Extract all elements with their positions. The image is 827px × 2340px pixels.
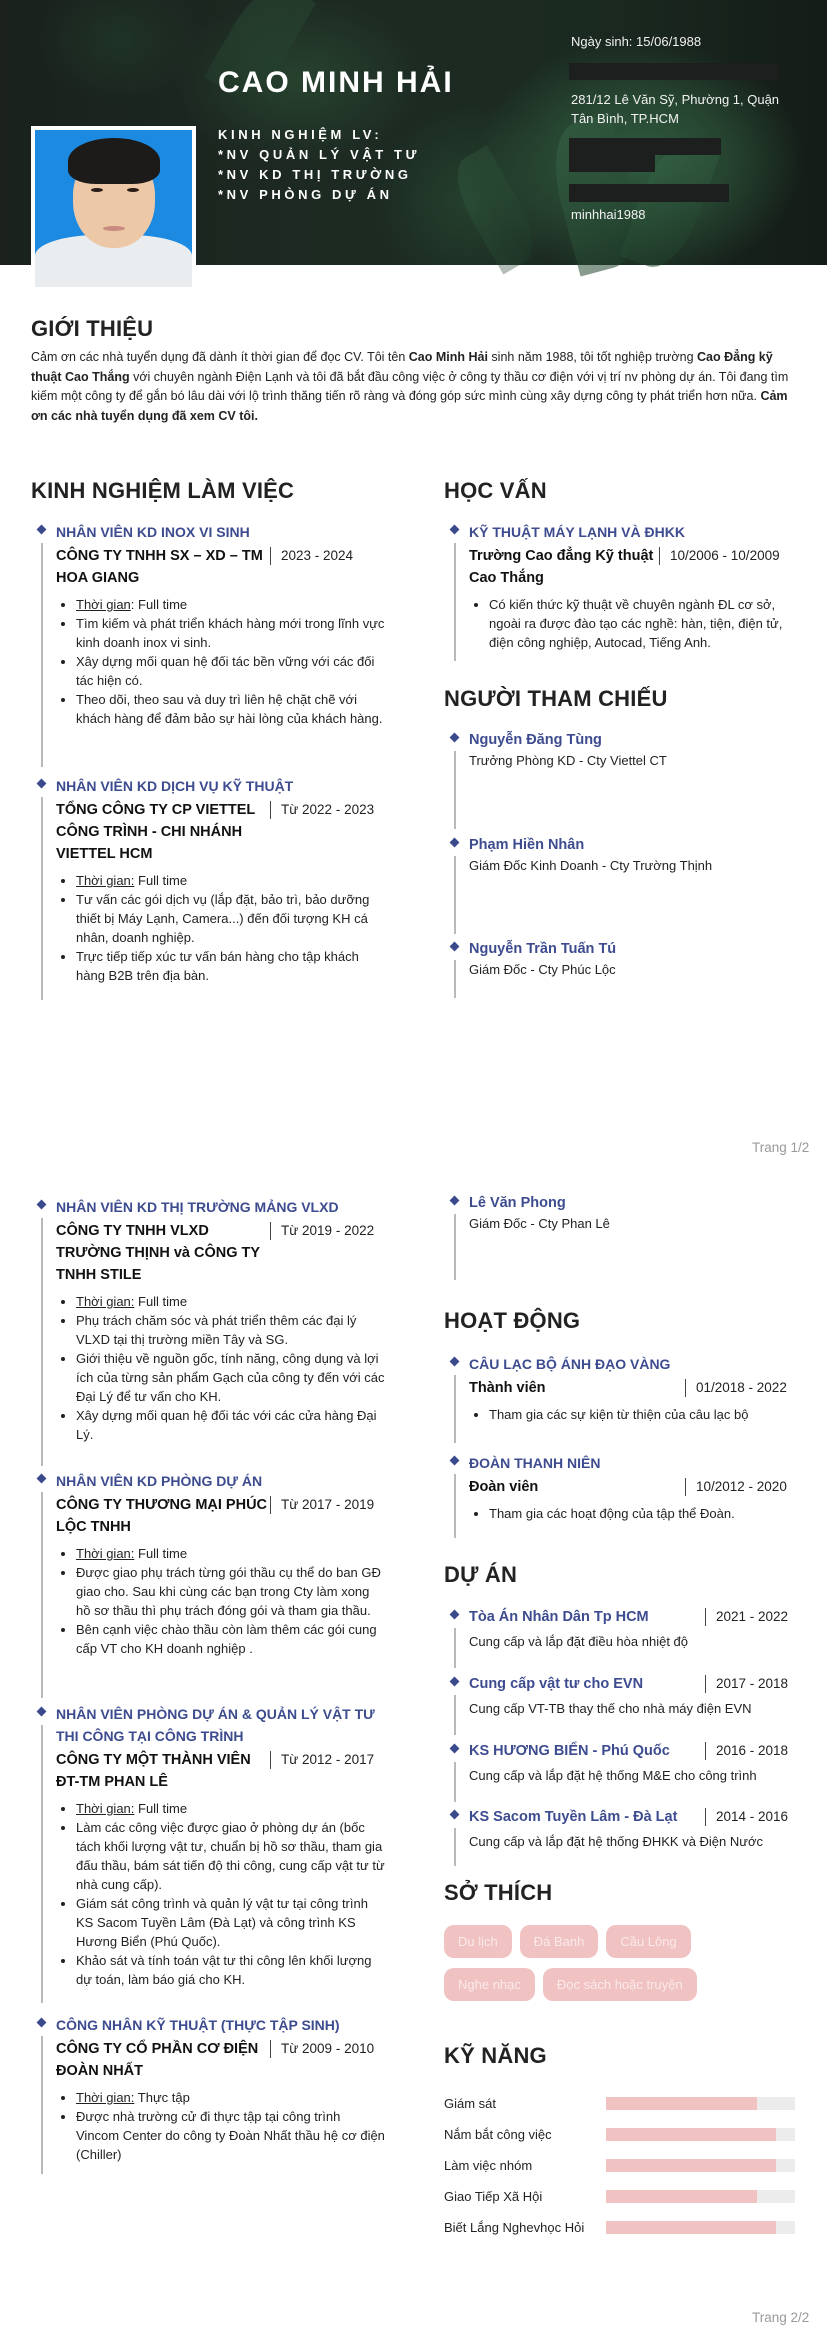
username: minhhai1988 bbox=[571, 207, 646, 222]
page-number: Trang 1/2 bbox=[752, 1140, 810, 1155]
activity-org: CÂU LẠC BỘ ÁNH ĐẠO VÀNG bbox=[469, 1356, 671, 1372]
diamond-bullet-icon bbox=[37, 525, 47, 535]
diamond-bullet-icon bbox=[37, 1200, 47, 1210]
intro-text-part: với chuyên ngành Điện Lạnh và tôi đã bắt đầu công việc ở công ty thầu cơ điện với vị trí nv phòng dự án. Tôi đang tìm kiếm một công ty để gắn bó lâu dài với lộ trình thăng tiến rõ ràng và đóng góp sức mình cùng xây dựng công ty phát triển hơn nữa. bbox=[31, 369, 789, 403]
skill-bar-fill bbox=[606, 2190, 757, 2203]
hobbies-title: SỞ THÍCH bbox=[444, 1880, 553, 1905]
experience-summary-title: KINH NGHIỆM LV: bbox=[218, 127, 383, 142]
skill-bar bbox=[606, 2221, 795, 2234]
experience-item bbox=[56, 1470, 386, 1698]
skill-name: Giám sát bbox=[444, 2096, 497, 2111]
timeline-line bbox=[41, 797, 43, 1000]
timeline-line bbox=[454, 1214, 456, 1280]
intro-text-part: sinh năm 1988, tôi tốt nghiệp trường bbox=[487, 350, 697, 364]
job-role: NHÂN VIÊN KD PHÒNG DỰ ÁN bbox=[56, 1473, 263, 1489]
activity-role: Đoàn viên bbox=[469, 1479, 539, 1495]
job-role: NHÂN VIÊN KD DỊCH VỤ KỸ THUẬT bbox=[56, 778, 294, 794]
birthdate: Ngày sinh: 15/06/1988 bbox=[571, 34, 702, 49]
projects-title: DỰ ÁN bbox=[444, 1562, 518, 1587]
company-name: CÔNG TY MỘT THÀNH VIÊN ĐT-TM PHAN LÊ bbox=[56, 1752, 251, 1790]
reference-name: Lê Văn Phong bbox=[469, 1195, 566, 1211]
experience-title: KINH NGHIỆM LÀM VIỆC bbox=[31, 478, 295, 503]
experience-item bbox=[56, 775, 386, 1000]
timeline-line bbox=[454, 960, 456, 998]
job-bullet: • Xây dựng mối quan hệ đối tác bền vững với các đối tác hiện có. bbox=[76, 652, 386, 690]
skill-bar bbox=[606, 2190, 795, 2203]
skill-row bbox=[444, 2119, 804, 2150]
skills-title: KỸ NĂNG bbox=[444, 2043, 547, 2068]
timeline-line bbox=[454, 1474, 456, 1538]
job-bullet: • Giới thiệu về nguồn gốc, tính năng, công dụng và lợi ích của từng sản phẩm Gạch của công ty đến với các Đại Lý để tư vấn cho KH. bbox=[76, 1349, 386, 1406]
job-bullet: • Được nhà trường cử đi thực tập tại công trình Vincom Center do công ty Đoàn Nhất thầu hệ cơ điện (Chiller) bbox=[76, 2107, 386, 2164]
hobby-tag: Đọc sách hoặc truyện bbox=[543, 1968, 697, 2001]
diamond-bullet-icon bbox=[450, 1744, 460, 1754]
page-number: Trang 2/2 bbox=[752, 2310, 810, 2325]
company-name: CÔNG TY CỔ PHẦN CƠ ĐIỆN ĐOÀN NHẤT bbox=[56, 2041, 259, 2079]
project-item bbox=[469, 1673, 799, 1735]
project-desc: Cung cấp và lắp đặt hệ thống ĐHKK và Điện Nước bbox=[469, 1834, 763, 1849]
diamond-bullet-icon bbox=[450, 1196, 460, 1206]
reference-name: Phạm Hiền Nhân bbox=[469, 837, 585, 853]
redacted-block bbox=[569, 138, 721, 155]
experience-item bbox=[56, 521, 386, 767]
skill-name: Làm việc nhóm bbox=[444, 2158, 533, 2173]
skill-row bbox=[444, 2212, 804, 2243]
job-role: CÔNG NHÂN KỸ THUẬT (THỰC TẬP SINH) bbox=[56, 2017, 340, 2033]
diamond-bullet-icon bbox=[37, 779, 47, 789]
experience-summary-item: *NV PHÒNG DỰ ÁN bbox=[218, 187, 393, 202]
project-name: Tòa Án Nhân Dân Tp HCM bbox=[469, 1609, 649, 1625]
reference-item bbox=[469, 938, 799, 998]
avatar bbox=[35, 130, 192, 287]
experience-item bbox=[56, 1196, 386, 1466]
project-item bbox=[469, 1806, 799, 1866]
timeline-line bbox=[41, 2036, 43, 2174]
timeline-line bbox=[454, 1762, 456, 1802]
skill-bar bbox=[606, 2128, 795, 2141]
company-name: CÔNG TY THƯƠNG MẠI PHÚC LỘC TNHH bbox=[56, 1497, 268, 1535]
job-bullet: • Tư vấn các gói dịch vụ (lắp đặt, bảo trì, bảo dưỡng thiết bị Máy Lạnh, Camera...) đến đối tượng KH cá nhân, doanh nghiệp. bbox=[76, 890, 386, 947]
school-name: Trường Cao đẳng Kỹ thuật Cao Thắng bbox=[469, 548, 654, 586]
timeline-line bbox=[454, 751, 456, 829]
diamond-bullet-icon bbox=[450, 1610, 460, 1620]
hobby-tag: Nghe nhạc bbox=[444, 1968, 535, 2001]
activity-role: Thành viên bbox=[469, 1380, 546, 1396]
experience-summary-item: *NV KD THỊ TRƯỜNG bbox=[218, 167, 412, 182]
diamond-bullet-icon bbox=[450, 1456, 460, 1466]
job-bullet: • Làm các công việc được giao ở phòng dự án (bốc tách khối lượng vật tư, chuẩn bị hồ sơ thầu, tham gia đấu thầu, bám sát tiến độ thi công, cung cấp vật tư từ nhà cung cấp). bbox=[76, 1818, 386, 1894]
timeline-line bbox=[41, 543, 43, 767]
timeline-line bbox=[454, 1628, 456, 1668]
project-name: KS HƯƠNG BIỂN - Phú Quốc bbox=[469, 1743, 670, 1759]
job-bullet: • Được giao phụ trách từng gói thầu cụ thể do ban GĐ giao cho. Sau khi cùng các bạn trong Cty làm xong hồ sơ thầu thì phụ trách đóng gói và tham gia thầu. bbox=[76, 1563, 386, 1620]
skill-bar-fill bbox=[606, 2159, 776, 2172]
skill-row bbox=[444, 2150, 804, 2181]
job-bullet: • Thời gian: Full time bbox=[76, 595, 386, 614]
diamond-bullet-icon bbox=[450, 525, 460, 535]
intro-title: GIỚI THIỆU bbox=[31, 316, 154, 341]
address-line: Tân Bình, TP.HCM bbox=[571, 111, 679, 126]
project-item bbox=[469, 1740, 799, 1802]
reference-name: Nguyễn Đăng Tùng bbox=[469, 732, 602, 748]
job-bullet: • Theo dõi, theo sau và duy trì liên hệ chặt chẽ với khách hàng để đảm bảo sự hài lòng của khách hàng. bbox=[76, 690, 386, 728]
skill-name: Biết Lắng Nghevhọc Hỏi bbox=[444, 2220, 585, 2235]
address-line: 281/12 Lê Văn Sỹ, Phường 1, Quận bbox=[571, 92, 780, 107]
job-date: Từ 2012 - 2017 bbox=[270, 1751, 374, 1769]
project-item bbox=[469, 1606, 799, 1668]
education-item bbox=[469, 521, 799, 661]
job-bullet: • Thời gian: Full time bbox=[76, 1799, 386, 1818]
job-date: Từ 2019 - 2022 bbox=[270, 1222, 374, 1240]
activity-date: 10/2012 - 2020 bbox=[685, 1478, 787, 1496]
diamond-bullet-icon bbox=[37, 2018, 47, 2028]
skill-name: Giao Tiếp Xã Hội bbox=[444, 2189, 543, 2204]
reference-item bbox=[469, 834, 799, 934]
project-desc: Cung cấp và lắp đặt điều hòa nhiệt độ bbox=[469, 1634, 689, 1649]
profile-photo bbox=[31, 126, 196, 287]
timeline-line bbox=[454, 856, 456, 934]
diamond-bullet-icon bbox=[450, 838, 460, 848]
experience-summary-item: *NV QUẢN LÝ VẬT TƯ bbox=[218, 147, 420, 162]
candidate-name: CAO MINH HẢI bbox=[218, 66, 454, 99]
activity-item bbox=[469, 1452, 799, 1538]
project-desc: Cung cấp VT-TB thay thế cho nhà máy điện EVN bbox=[469, 1701, 752, 1716]
job-bullet: • Trực tiếp tiếp xúc tư vấn bán hàng cho tập khách hàng B2B trên địa bàn. bbox=[76, 947, 386, 985]
intro-text-part: Cảm ơn các nhà tuyển dụng đã dành ít thời gian để đọc CV. Tôi tên bbox=[31, 350, 409, 364]
intro-text-bold: Cảm ơn các nhà tuyển dụng đã xem CV tôi. bbox=[31, 389, 788, 423]
hobby-tags bbox=[444, 1925, 804, 2011]
job-bullet: • Xây dựng mối quan hệ đối tác với các cửa hàng Đại Lý. bbox=[76, 1406, 386, 1444]
intro-text-bold: Cao Minh Hải bbox=[408, 350, 488, 364]
reference-position: Giám Đốc - Cty Phúc Lộc bbox=[469, 962, 616, 977]
activity-org: ĐOÀN THANH NIÊN bbox=[469, 1455, 601, 1471]
diamond-bullet-icon bbox=[450, 942, 460, 952]
redacted-block bbox=[569, 155, 655, 172]
job-bullet: • Bên cạnh việc chào thầu còn làm thêm các gói cung cấp VT cho KH doanh nghiệp . bbox=[76, 1620, 386, 1658]
job-bullet: • Thời gian: Full time bbox=[76, 1292, 386, 1311]
skill-bar bbox=[606, 2097, 795, 2110]
job-bullet: • Tìm kiếm và phát triển khách hàng mới trong lĩnh vực kinh doanh inox vi sinh. bbox=[76, 614, 386, 652]
timeline-line bbox=[454, 1695, 456, 1735]
job-date: 2023 - 2024 bbox=[270, 547, 353, 565]
job-bullet: • Thời gian: Thực tập bbox=[76, 2088, 386, 2107]
job-role: NHÂN VIÊN KD INOX VI SINH bbox=[56, 524, 250, 540]
project-date: 2021 - 2022 bbox=[705, 1608, 788, 1626]
reference-position: Giám Đốc - Cty Phan Lê bbox=[469, 1216, 610, 1231]
job-bullet: • Giám sát công trình và quản lý vật tư tại công trình KS Sacom Tuyền Lâm (Đà Lạt) và công trình KS Hương Biển (Phú Quốc). bbox=[76, 1894, 386, 1951]
project-name: Cung cấp vật tư cho EVN bbox=[469, 1676, 644, 1692]
company-name: CÔNG TY TNHH SX – XD – TM HOA GIANG bbox=[56, 548, 263, 586]
education-date: 10/2006 - 10/2009 bbox=[659, 547, 780, 565]
experience-item bbox=[56, 1703, 386, 2003]
project-name: KS Sacom Tuyền Lâm - Đà Lạt bbox=[469, 1809, 678, 1825]
hobby-tag: Đá Banh bbox=[520, 1925, 599, 1958]
intro-text-bold: Cao Đẳng kỹ thuật Cao Thắng bbox=[31, 350, 773, 384]
diamond-bullet-icon bbox=[450, 1357, 460, 1367]
project-date: 2014 - 2016 bbox=[705, 1808, 788, 1826]
references-title: NGƯỜI THAM CHIẾU bbox=[444, 686, 668, 711]
activities-title: HOẠT ĐỘNG bbox=[444, 1308, 581, 1333]
diamond-bullet-icon bbox=[37, 1707, 47, 1717]
diamond-bullet-icon bbox=[450, 733, 460, 743]
project-date: 2016 - 2018 bbox=[705, 1742, 788, 1760]
education-bullet: • Có kiến thức kỹ thuật về chuyên ngành ĐL cơ sở, ngoài ra được đào tạo các nghề: hàn, tiện, điện tử, điện công nghiệp, Autocad, Tiếng Anh. bbox=[489, 595, 799, 652]
hobby-tag: Du lịch bbox=[444, 1925, 512, 1958]
reference-position: Giám Đốc Kinh Doanh - Cty Trường Thịnh bbox=[469, 858, 713, 873]
reference-position: Trưởng Phòng KD - Cty Viettel CT bbox=[469, 753, 667, 768]
hobby-tag: Cầu Lông bbox=[606, 1925, 690, 1958]
skill-row bbox=[444, 2181, 804, 2212]
address bbox=[571, 90, 801, 128]
reference-item bbox=[469, 1192, 799, 1280]
redacted-block bbox=[569, 63, 779, 80]
activity-item bbox=[469, 1353, 799, 1443]
leaf-decoration bbox=[443, 146, 546, 275]
project-desc: Cung cấp và lắp đặt hệ thống M&E cho công trình bbox=[469, 1768, 757, 1783]
project-date: 2017 - 2018 bbox=[705, 1675, 788, 1693]
job-role: NHÂN VIÊN KD THỊ TRƯỜNG MẢNG VLXD bbox=[56, 1199, 339, 1215]
timeline-line bbox=[41, 1725, 43, 2003]
company-name: CÔNG TY TNHH VLXD TRƯỜNG THỊNH và CÔNG TY TNHH STILE bbox=[56, 1223, 260, 1283]
skill-bar-fill bbox=[606, 2128, 776, 2141]
job-bullet: • Khảo sát và tính toán vật tư thi công lên khối lượng dự toán, làm báo giá cho KH. bbox=[76, 1951, 386, 1989]
timeline-line bbox=[454, 543, 456, 661]
experience-item bbox=[56, 2014, 386, 2174]
intro-text bbox=[31, 348, 801, 426]
activity-bullet: • Tham gia các sự kiện từ thiện của câu lạc bộ bbox=[489, 1405, 799, 1424]
skill-bar-fill bbox=[606, 2221, 776, 2234]
skill-row bbox=[444, 2088, 804, 2119]
reference-name: Nguyễn Trần Tuấn Tú bbox=[469, 941, 617, 957]
redacted-block bbox=[569, 184, 729, 202]
experience-summary bbox=[218, 125, 420, 205]
job-date: Từ 2022 - 2023 bbox=[270, 801, 374, 819]
job-bullet: • Thời gian: Full time bbox=[76, 1544, 386, 1563]
education-major: KỸ THUẬT MÁY LẠNH VÀ ĐHKK bbox=[469, 524, 685, 540]
diamond-bullet-icon bbox=[37, 1474, 47, 1484]
job-date: Từ 2017 - 2019 bbox=[270, 1496, 374, 1514]
skills-list bbox=[444, 2088, 804, 2243]
activity-bullet: • Tham gia các hoạt động của tập thể Đoàn. bbox=[489, 1504, 799, 1523]
timeline-line bbox=[454, 1375, 456, 1443]
job-bullet: • Phụ trách chăm sóc và phát triển thêm các đại lý VLXD tại thị trường miền Tây và SG. bbox=[76, 1311, 386, 1349]
skill-bar-fill bbox=[606, 2097, 757, 2110]
reference-item bbox=[469, 729, 799, 829]
timeline-line bbox=[41, 1492, 43, 1698]
diamond-bullet-icon bbox=[450, 1810, 460, 1820]
timeline-line bbox=[454, 1828, 456, 1866]
education-title: HỌC VẤN bbox=[444, 478, 547, 503]
job-bullet: • Thời gian: Full time bbox=[76, 871, 386, 890]
company-name: TỔNG CÔNG TY CP VIETTEL CÔNG TRÌNH - CHI NHÁNH VIETTEL HCM bbox=[56, 802, 255, 862]
job-role: NHÂN VIÊN PHÒNG DỰ ÁN & QUẢN LÝ VẬT TƯ THI CÔNG TẠI CÔNG TRÌNH bbox=[56, 1706, 375, 1744]
skill-name: Nắm bắt công việc bbox=[444, 2127, 552, 2142]
diamond-bullet-icon bbox=[450, 1677, 460, 1687]
activity-date: 01/2018 - 2022 bbox=[685, 1379, 787, 1397]
timeline-line bbox=[41, 1218, 43, 1466]
skill-bar bbox=[606, 2159, 795, 2172]
job-date: Từ 2009 - 2010 bbox=[270, 2040, 374, 2058]
